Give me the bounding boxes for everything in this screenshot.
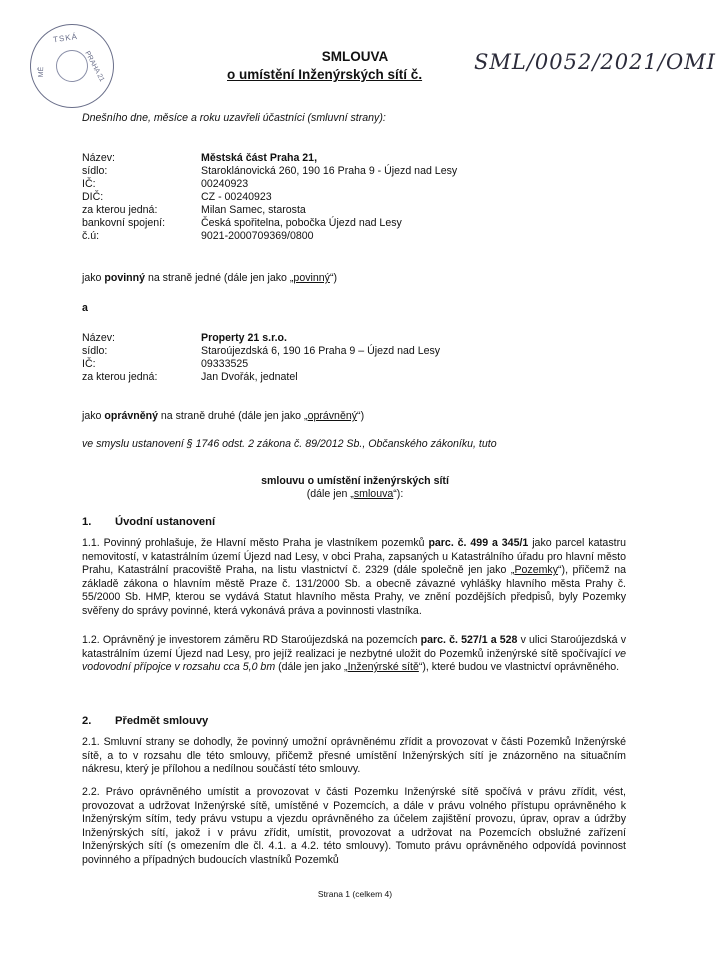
role-defined-term: oprávněný (307, 410, 358, 422)
party1-label: bankovní spojení: (82, 217, 166, 229)
page-footer: Strana 1 (celkem 4) (317, 889, 393, 899)
document-subtitle: o umístění Inženýrských sítí č. (227, 67, 423, 82)
stamp-text-left: MĚ (37, 66, 46, 78)
contract-defined-term: smlouva (353, 488, 394, 500)
section-heading (82, 516, 215, 530)
party1-label: sídlo: (82, 165, 108, 177)
legal-basis: ve smyslu ustanovení § 1746 odst. 2 zákona č. 89/2012 Sb., Občanského zákoníku, tuto (82, 438, 497, 450)
parcel-numbers: parc. č. 527/1 a 528 (420, 634, 518, 646)
para-text: (dále jen jako „ (275, 661, 348, 674)
role-text: jako (82, 410, 105, 422)
defined-term: Inženýrské sítě (347, 661, 419, 674)
parcel-numbers: parc. č. 499 a 345/1 (428, 537, 529, 549)
party2-value: Jan Dvořák, jednatel (201, 371, 298, 383)
party2-label: Název: (82, 332, 115, 344)
para-text: v ulici Staroújezdská v katastrálním území Újezd nad Lesy, pro jejíž realizaci je nezbytné uložit do Pozemků inženýrské sítě spočívající (82, 634, 626, 660)
document-title: SMLOUVA (321, 49, 389, 64)
contract-short-text: “): (393, 488, 404, 500)
para-text: 1.2. Oprávněný je investorem záměru RD Staroújezdská na pozemcích (82, 634, 421, 646)
party1-label: č.ú: (82, 230, 100, 242)
party1-value: Městská část Praha 21, (201, 152, 318, 164)
para-text: “), které budou ve vlastnictví oprávněného. (418, 661, 620, 674)
role-bold: oprávněný (104, 410, 158, 422)
para-text: jako parcel katastru nemovitostí, v katastrálním území Újezd nad Lesy, v obci Praha, zapsaných u Katastrálního úřadu pro hlavní město Prahu, Katastrální pracoviště Praha, na listu vlastnictví č. 2329 (dále společně jen jako „ (82, 537, 626, 577)
paragraph-2-2: 2.2. Právo oprávněného umístit a provozovat v části Pozemku Inženýrské sítě spočívá v právu zřídit, vést, provozovat a udržovat Inženýrské sítě, umístěné v Pozemcích, a dále v právu volného přístupu oprávněného k Inženýrským sítím, tedy právu vstupu a vjezdu oprávněného za účelem zajištění provozu, úprav, oprav a údržby Inženýrských sítí, jakož i v právu zřídit, umístit, provozovat a udržovat na Pozemcích obslužné zařízení Inženýrských sítí (s omezením dle čl. 4.1. a 4.2. této smlouvy). Tomuto právu oprávněného odpovídá povinnost povinného a případných budoucích vlastníků Pozemků (82, 786, 626, 866)
party2-value: Staroújezdská 6, 190 16 Praha 9 – Újezd nad Lesy (201, 345, 441, 357)
network-description: ve vodovodní přípojce v rozsahu cca 5,0 bm (82, 647, 626, 674)
contract-short-text: (dále jen „ (306, 488, 354, 500)
section-title: Úvodní ustanovení (115, 516, 216, 528)
party1-value: 9021-2000709369/0800 (201, 230, 314, 242)
stamp-text-right: PRAHA 21 (82, 50, 105, 84)
role-text: “) (329, 272, 337, 284)
and-separator: a (82, 302, 88, 314)
official-stamp (25, 19, 120, 114)
section-heading (82, 715, 208, 729)
contract-name: smlouvu o umístění inženýrských sítí (261, 475, 449, 487)
party1-value: 00240923 (201, 178, 249, 190)
party2-label: sídlo: (82, 345, 108, 357)
paragraph-1-1 (82, 537, 626, 619)
party1-value: Staroklánovická 260, 190 16 Praha 9 - Újezd nad Lesy (201, 165, 458, 177)
party1-role (82, 272, 337, 286)
role-text: “) (357, 410, 365, 422)
stamp-text-top: TSKÁ (52, 31, 79, 45)
role-defined-term: povinný (293, 272, 330, 284)
party1-label: za kterou jedná: (82, 204, 158, 216)
intro-text: Dnešního dne, měsíce a roku uzavřeli účastníci (smluvní strany): (82, 112, 386, 124)
paragraph-1-2 (82, 634, 626, 675)
party2-block (0, 332, 678, 392)
para-text: “), přičemž na základě zákona o hlavním městě Praze č. 131/2000 Sb. a obecně závazné vyhlášky hlavního města Prahy č. 55/2000 Sb. HMP, kterou se vydává Statut hlavního města Prahy, ve znění pozdějších předpisů, byly Pozemky svěřeny do správy povinné, která vykonává práva a povinnosti vlastníka. (82, 564, 626, 617)
party1-label: IČ: (82, 178, 96, 190)
party1-value: CZ - 00240923 (201, 191, 272, 203)
party2-label: za kterou jedná: (82, 371, 158, 383)
party2-role (82, 410, 364, 424)
role-text: na straně druhé (dále jen jako „ (157, 410, 308, 422)
party2-label: IČ: (82, 358, 96, 370)
role-text: na straně jedné (dále jen jako „ (145, 272, 294, 284)
para-text: 1.1. Povinný prohlašuje, že Hlavní město Praha je vlastníkem pozemků (82, 537, 429, 549)
section-title: Předmět smlouvy (115, 715, 209, 727)
section-number: 2. (82, 715, 92, 727)
party1-value: Česká spořitelna, pobočka Újezd nad Lesy (201, 217, 402, 229)
role-text: jako (82, 272, 105, 284)
section-number: 1. (82, 516, 92, 528)
party2-value: Property 21 s.r.o. (201, 332, 287, 344)
handwritten-contract-number: SML/0052/2021/OMI (474, 50, 716, 74)
role-bold: povinný (104, 272, 146, 284)
defined-term: Pozemky (514, 564, 559, 577)
paragraph-2-1: 2.1. Smluvní strany se dohodly, že povinný umožní oprávněnému zřídit a provozovat v části Pozemků Inženýrské sítě, a to v rozsahu dle této smlouvy, přičemž přesné umístění Inženýrských sítí je znázorněno na situačním nákresu, který je přílohou a nedílnou součástí této smlouvy. (82, 736, 626, 776)
contract-short-name (0, 488, 710, 502)
party1-label: Název: (82, 152, 115, 164)
party1-value: Milan Samec, starosta (201, 204, 306, 216)
party2-value: 09333525 (201, 358, 249, 370)
party1-label: DIČ: (82, 191, 104, 203)
party1-block (0, 152, 678, 252)
